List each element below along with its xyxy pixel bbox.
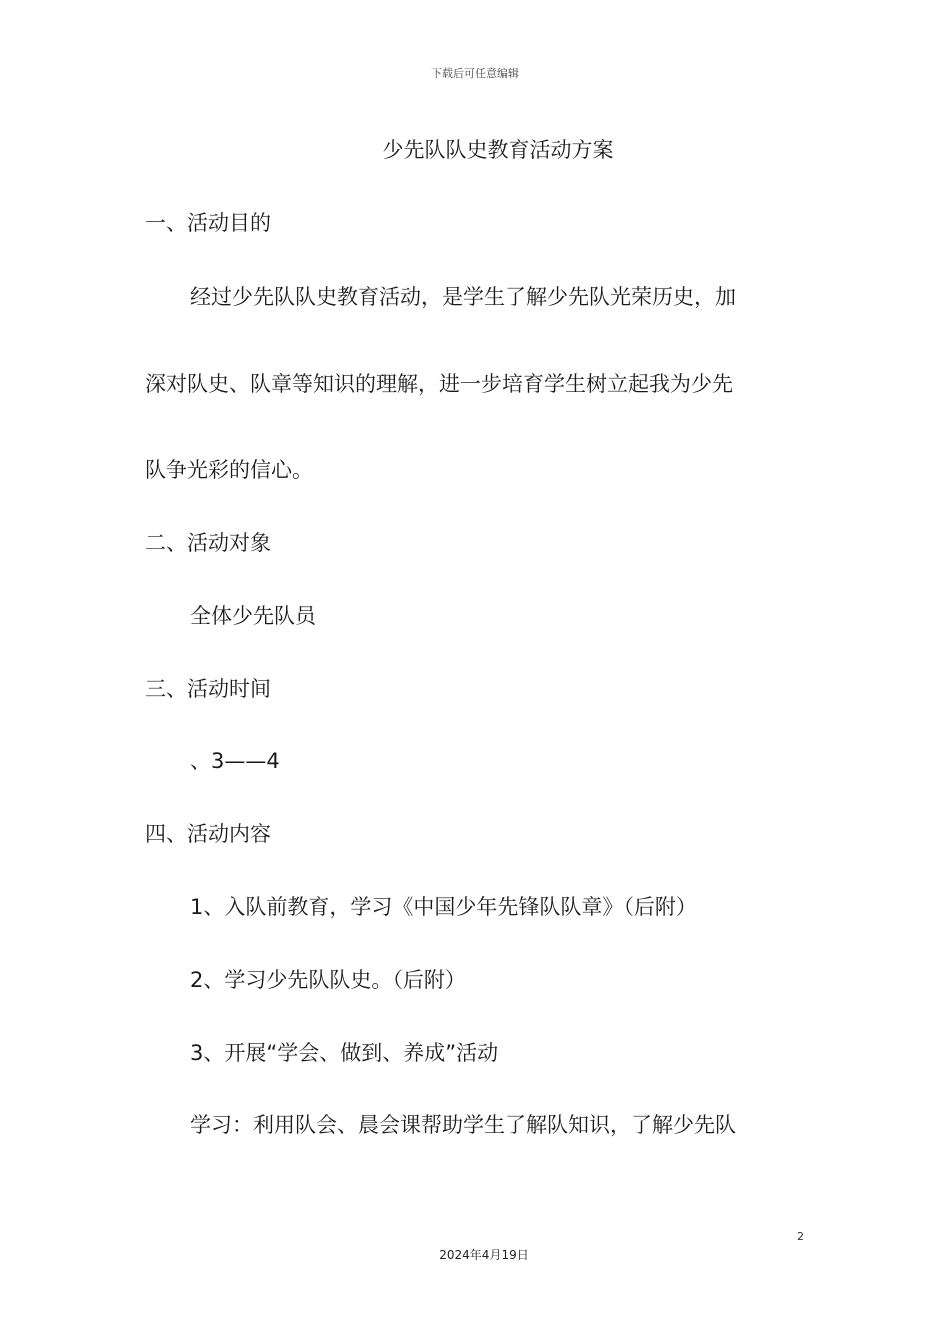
paragraph-line: 队争光彩的信心。 [145, 458, 313, 482]
list-item: 3、开展“学会、做到、养成”活动 [190, 1041, 499, 1065]
header-note: 下载后可任意编辑 [431, 67, 519, 80]
section-heading-target: 二、活动对象 [145, 531, 271, 555]
list-item: 1、入队前教育，学习《中国少年先锋队队章》（后附） [190, 895, 697, 919]
list-item: 学习：利用队会、晨会课帮助学生了解队知识，了解少先队 [190, 1113, 736, 1137]
section-body-target: 全体少先队员 [190, 604, 316, 628]
section-heading-content: 四、活动内容 [145, 822, 271, 846]
section-heading-time: 三、活动时间 [145, 677, 271, 701]
paragraph-line: 经过少先队队史教育活动，是学生了解少先队光荣历史，加 [190, 285, 736, 309]
section-body-time: 、3——4 [190, 749, 280, 773]
list-item: 2、学习少先队队史。（后附） [190, 968, 466, 992]
footer-date: 2024年4月19日 [439, 1248, 529, 1262]
paragraph-line: 深对队史、队章等知识的理解，进一步培育学生树立起我为少先 [145, 372, 733, 396]
page-number: 2 [797, 1230, 804, 1243]
document-title: 少先队队史教育活动方案 [382, 138, 614, 162]
section-heading-purpose: 一、活动目的 [145, 211, 271, 235]
